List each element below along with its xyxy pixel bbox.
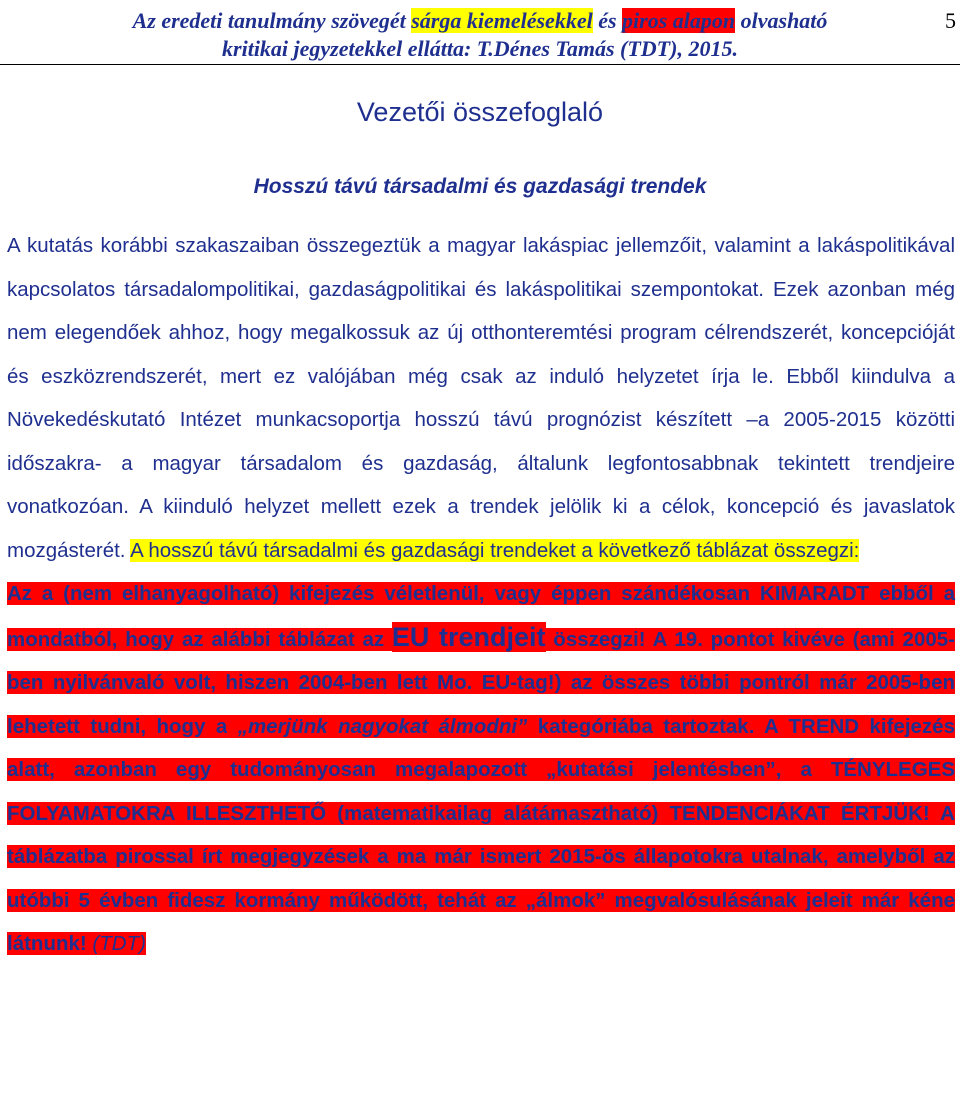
header-text-2: és (598, 8, 617, 33)
page-number: 5 (945, 8, 956, 33)
body-text (7, 224, 955, 966)
main-paragraph (7, 224, 955, 572)
paragraph-text: A kutatás korábbi szakaszaiban összegeztük a magyar lakáspiac jellemzőit, valamint a lakáspolitikával kapcsolatos társadalompolitikai, gazdaságpolitikai és lakáspolitikai szempontokat. Ezek azonban még nem elegendőek ahhoz, hogy megalkossuk az új otthonteremtési program célrendszerét, koncepcióját és eszközrendszerét, mert ez valójában még csak az induló helyzetet írja le. Ebből kiindulva a Növekedéskutató Intézet munkacsoportja hosszú távú prognózist készített –a 2005-2015 közötti időszakra- a magyar társadalom és gazdaság, általunk legfontosabbnak tekintett trendjeire vonatkozóan. A kiinduló helyzet mellett ezek a trendek jelölik ki a célok, koncepció és javaslatok mozgásterét. (7, 234, 955, 562)
section-subtitle: Hosszú távú társadalmi és gazdasági trendek (253, 175, 707, 198)
section-title: Vezetői összefoglaló (356, 97, 604, 127)
page-header (0, 6, 960, 65)
header-line-1 (0, 8, 960, 34)
note-text-2: összegzi! A 19. pontot kivéve (ami 2005-ben nyilvánvaló volt, hiszen 2004-ben lett Mo. EU-tag!) az összes többi pontról már 2005-ben lehetett tudni, hogy a (7, 627, 955, 738)
header-text-3: olvasható (740, 8, 828, 33)
note-text-1: Az a (nem elhanyagolható) kifejezés véletlenül, vagy éppen szándékosan KIMARADT ebből a mondatból, hogy az alábbi táblázat az (7, 582, 955, 651)
header-line-2: kritikai jegyzetekkel ellátta: T.Dénes Tamás (TDT), 2015. (222, 36, 738, 61)
highlighted-sentence: A hosszú távú társadalmi és gazdasági trendeket a következő táblázat összegzi: (130, 538, 860, 562)
signature: (TDT) (92, 932, 146, 955)
critical-note (7, 572, 955, 966)
red-highlight-label: piros alapon (622, 8, 736, 33)
eu-trends-phrase: EU trendjeit (391, 621, 546, 652)
header-text-1: Az eredeti tanulmány szövegét (132, 8, 406, 33)
yellow-highlight-label: sárga kiemelésekkel (411, 8, 593, 33)
dream-phrase: „merjünk nagyokat álmodni” (237, 714, 528, 738)
note-text-3: kategóriába tartoztak. A TREND kifejezés alatt, azonban egy tudományosan megalapozott „kutatási jelentésben”, a TÉNYLEGES FOLYAMATOKRA ILLESZTHETŐ (matematikailag alátámasztható) TENDENCIÁKAT ÉRTJÜK! A táblázatba pirossal írt megjegyzések a ma már ismert 2015-ös állapotokra utalnak, amelyből az utóbbi 5 évben fidesz kormány működött, tehát az „álmok” megvalósulásának jeleit már kéne látnunk! (7, 714, 955, 955)
